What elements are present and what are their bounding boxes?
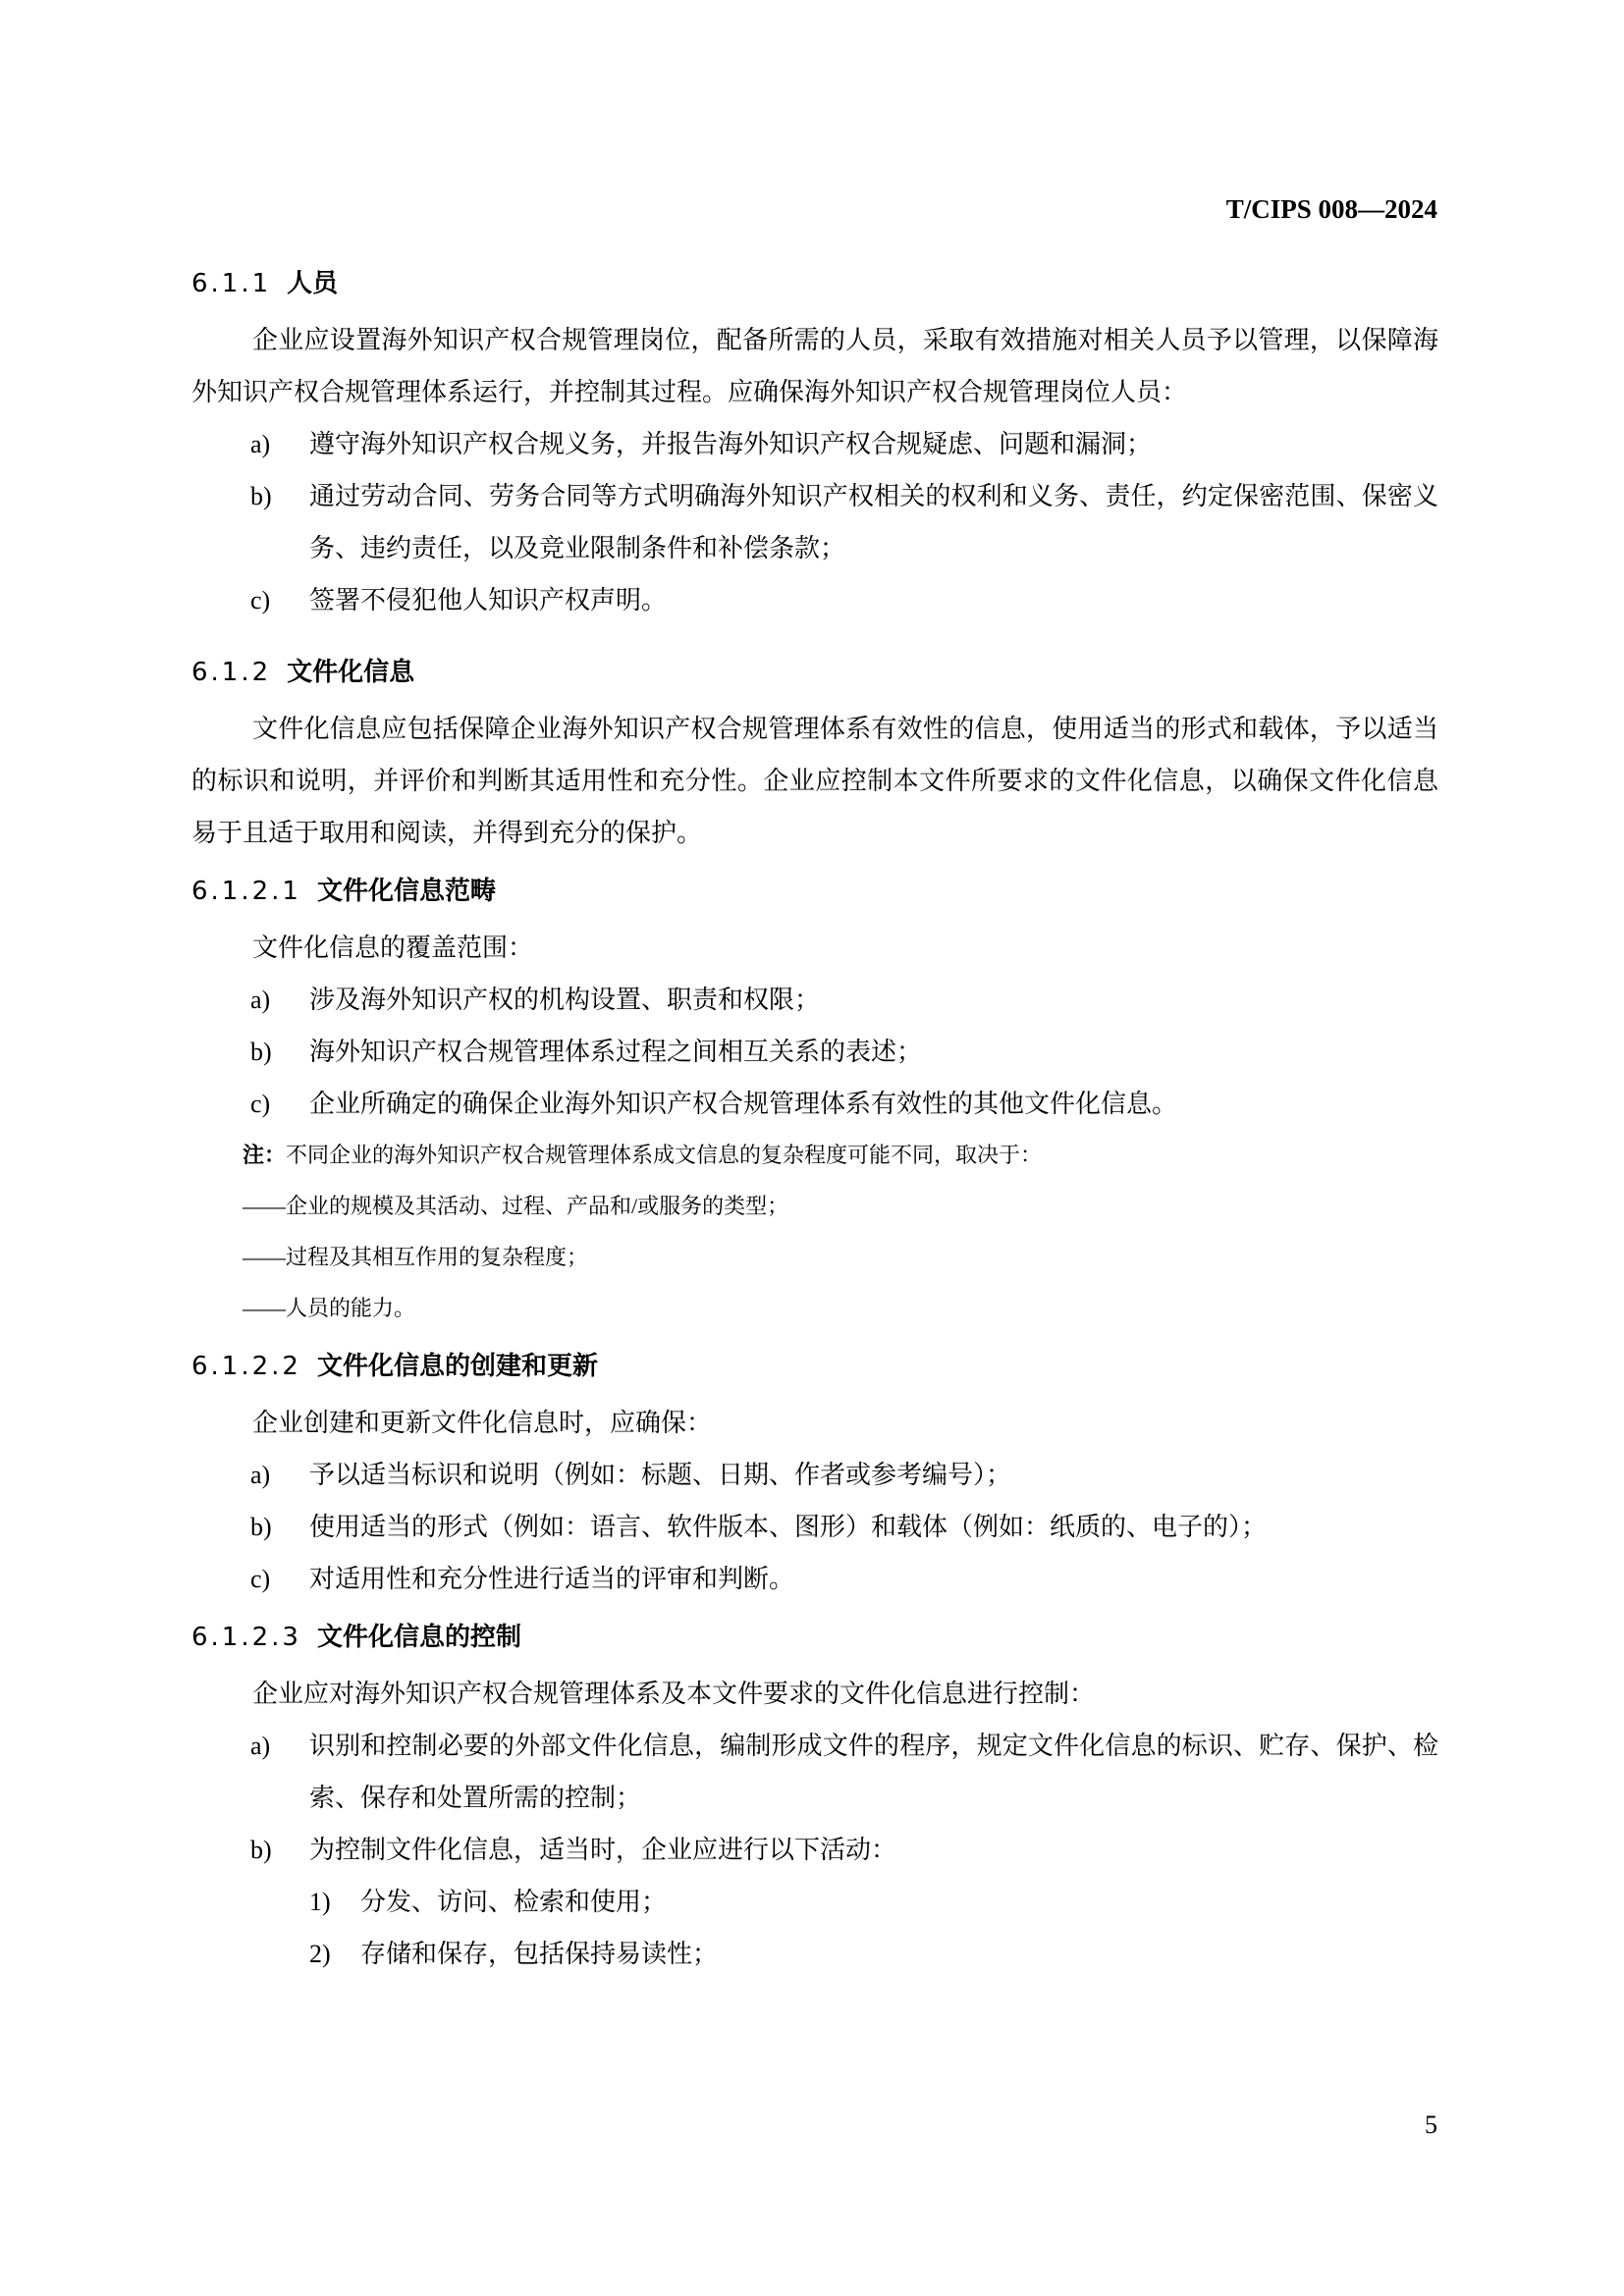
- list-marker: b): [250, 1513, 272, 1541]
- list-item: [191, 1824, 1438, 1876]
- list-item: [191, 470, 1438, 574]
- list-item-text: 对适用性和充分性进行适当的评审和判断。: [309, 1565, 795, 1593]
- section-heading: [191, 865, 1438, 918]
- note-label: 注：: [243, 1143, 287, 1167]
- dash-item: ——企业的规模及其活动、过程、产品和/或服务的类型；: [243, 1194, 789, 1218]
- list-marker: b): [250, 1038, 272, 1066]
- list-item: [191, 1026, 1438, 1078]
- list-item-text: 企业所确定的确保企业海外知识产权合规管理体系有效性的其他文件化信息。: [309, 1090, 1178, 1118]
- list-item-text: 签署不侵犯他人知识产权声明。: [309, 586, 668, 614]
- list-item: [191, 1720, 1438, 1824]
- list-marker: a): [250, 430, 271, 458]
- paragraph: 文件化信息的覆盖范围：: [252, 934, 534, 962]
- sub-list-item: [191, 1928, 1438, 1980]
- section-heading: [191, 257, 1438, 310]
- list-item-text: 通过劳动合同、劳务合同等方式明确海外知识产权相关的权利和义务、责任，约定保密范围、保密义务、违约责任，以及竞业限制条件和补偿条款；: [309, 482, 1438, 562]
- section-number: 6.1.2: [191, 658, 272, 687]
- section-title: 文件化信息的控制: [316, 1623, 521, 1652]
- dash-item: ——人员的能力。: [243, 1296, 416, 1320]
- list-item: [191, 1501, 1438, 1553]
- list-marker: 1): [309, 1888, 331, 1916]
- section-heading: [191, 1611, 1438, 1664]
- list-item-text: 涉及海外知识产权的机构设置、职责和权限；: [309, 986, 821, 1014]
- list-marker: b): [250, 482, 272, 510]
- section-heading: [191, 646, 1438, 699]
- list-marker: a): [250, 1732, 271, 1760]
- list-item: [191, 418, 1438, 470]
- section-title: 文件化信息的创建和更新: [316, 1352, 598, 1381]
- section-number: 6.1.2.1: [191, 877, 301, 906]
- list-item-text: 为控制文件化信息，适当时，企业应进行以下活动：: [309, 1836, 897, 1864]
- section-number: 6.1.2.3: [191, 1623, 301, 1652]
- list-item-text: 使用适当的形式（例如：语言、软件版本、图形）和载体（例如：纸质的、电子的）；: [309, 1513, 1268, 1541]
- note: [191, 1130, 1438, 1181]
- list-item: [191, 1078, 1438, 1130]
- section-heading: [191, 1340, 1438, 1393]
- list-marker: c): [250, 1565, 271, 1593]
- paragraph: 企业应对海外知识产权合规管理体系及本文件要求的文件化信息进行控制：: [252, 1680, 1096, 1708]
- dash-item: ——过程及其相互作用的复杂程度；: [243, 1245, 589, 1269]
- page-number: 5: [1425, 2110, 1437, 2139]
- list-marker: 2): [309, 1940, 331, 1968]
- document-code: T/CIPS 008—2024: [1225, 194, 1437, 224]
- sub-list-item: [191, 1876, 1438, 1928]
- page-content: [191, 257, 1438, 1980]
- paragraph: 文件化信息应包括保障企业海外知识产权合规管理体系有效性的信息，使用适当的形式和载体，予以适当的标识和说明，并评价和判断其适用性和充分性。企业应控制本文件所要求的文件化信息，以确保文件化信息易于且适于取用和阅读，并得到充分的保护。: [191, 715, 1438, 847]
- section-number: 6.1.2.2: [191, 1352, 301, 1381]
- list-item: [191, 974, 1438, 1026]
- list-marker: b): [250, 1836, 272, 1864]
- list-marker: a): [250, 986, 271, 1014]
- note-text: 不同企业的海外知识产权合规管理体系成文信息的复杂程度可能不同，取决于：: [286, 1143, 1043, 1167]
- section-title: 人员: [287, 269, 339, 298]
- list-item-text: 予以适当标识和说明（例如：标题、日期、作者或参考编号）；: [309, 1461, 1012, 1489]
- list-item-text: 遵守海外知识产权合规义务，并报告海外知识产权合规疑虑、问题和漏洞；: [309, 430, 1153, 458]
- section-title: 文件化信息范畴: [316, 877, 496, 906]
- paragraph: 企业应设置海外知识产权合规管理岗位，配备所需的人员，采取有效措施对相关人员予以管理，以保障海外知识产权合规管理体系运行，并控制其过程。应确保海外知识产权合规管理岗位人员：: [191, 326, 1438, 406]
- list-item: [191, 574, 1438, 626]
- list-item-text: 存储和保存，包括保持易读性；: [360, 1940, 719, 1968]
- paragraph: 企业创建和更新文件化信息时，应确保：: [252, 1409, 713, 1437]
- list-marker: a): [250, 1461, 271, 1489]
- section-number: 6.1.1: [191, 269, 272, 298]
- list-marker: c): [250, 586, 271, 614]
- list-item-text: 海外知识产权合规管理体系过程之间相互关系的表述；: [309, 1038, 923, 1066]
- list-item: [191, 1449, 1438, 1501]
- list-marker: c): [250, 1090, 271, 1118]
- list-item-text: 识别和控制必要的外部文件化信息，编制形成文件的程序，规定文件化信息的标识、贮存、保护、检索、保存和处置所需的控制；: [309, 1732, 1438, 1812]
- section-title: 文件化信息: [287, 658, 415, 687]
- list-item: [191, 1553, 1438, 1605]
- list-item-text: 分发、访问、检索和使用；: [360, 1888, 668, 1916]
